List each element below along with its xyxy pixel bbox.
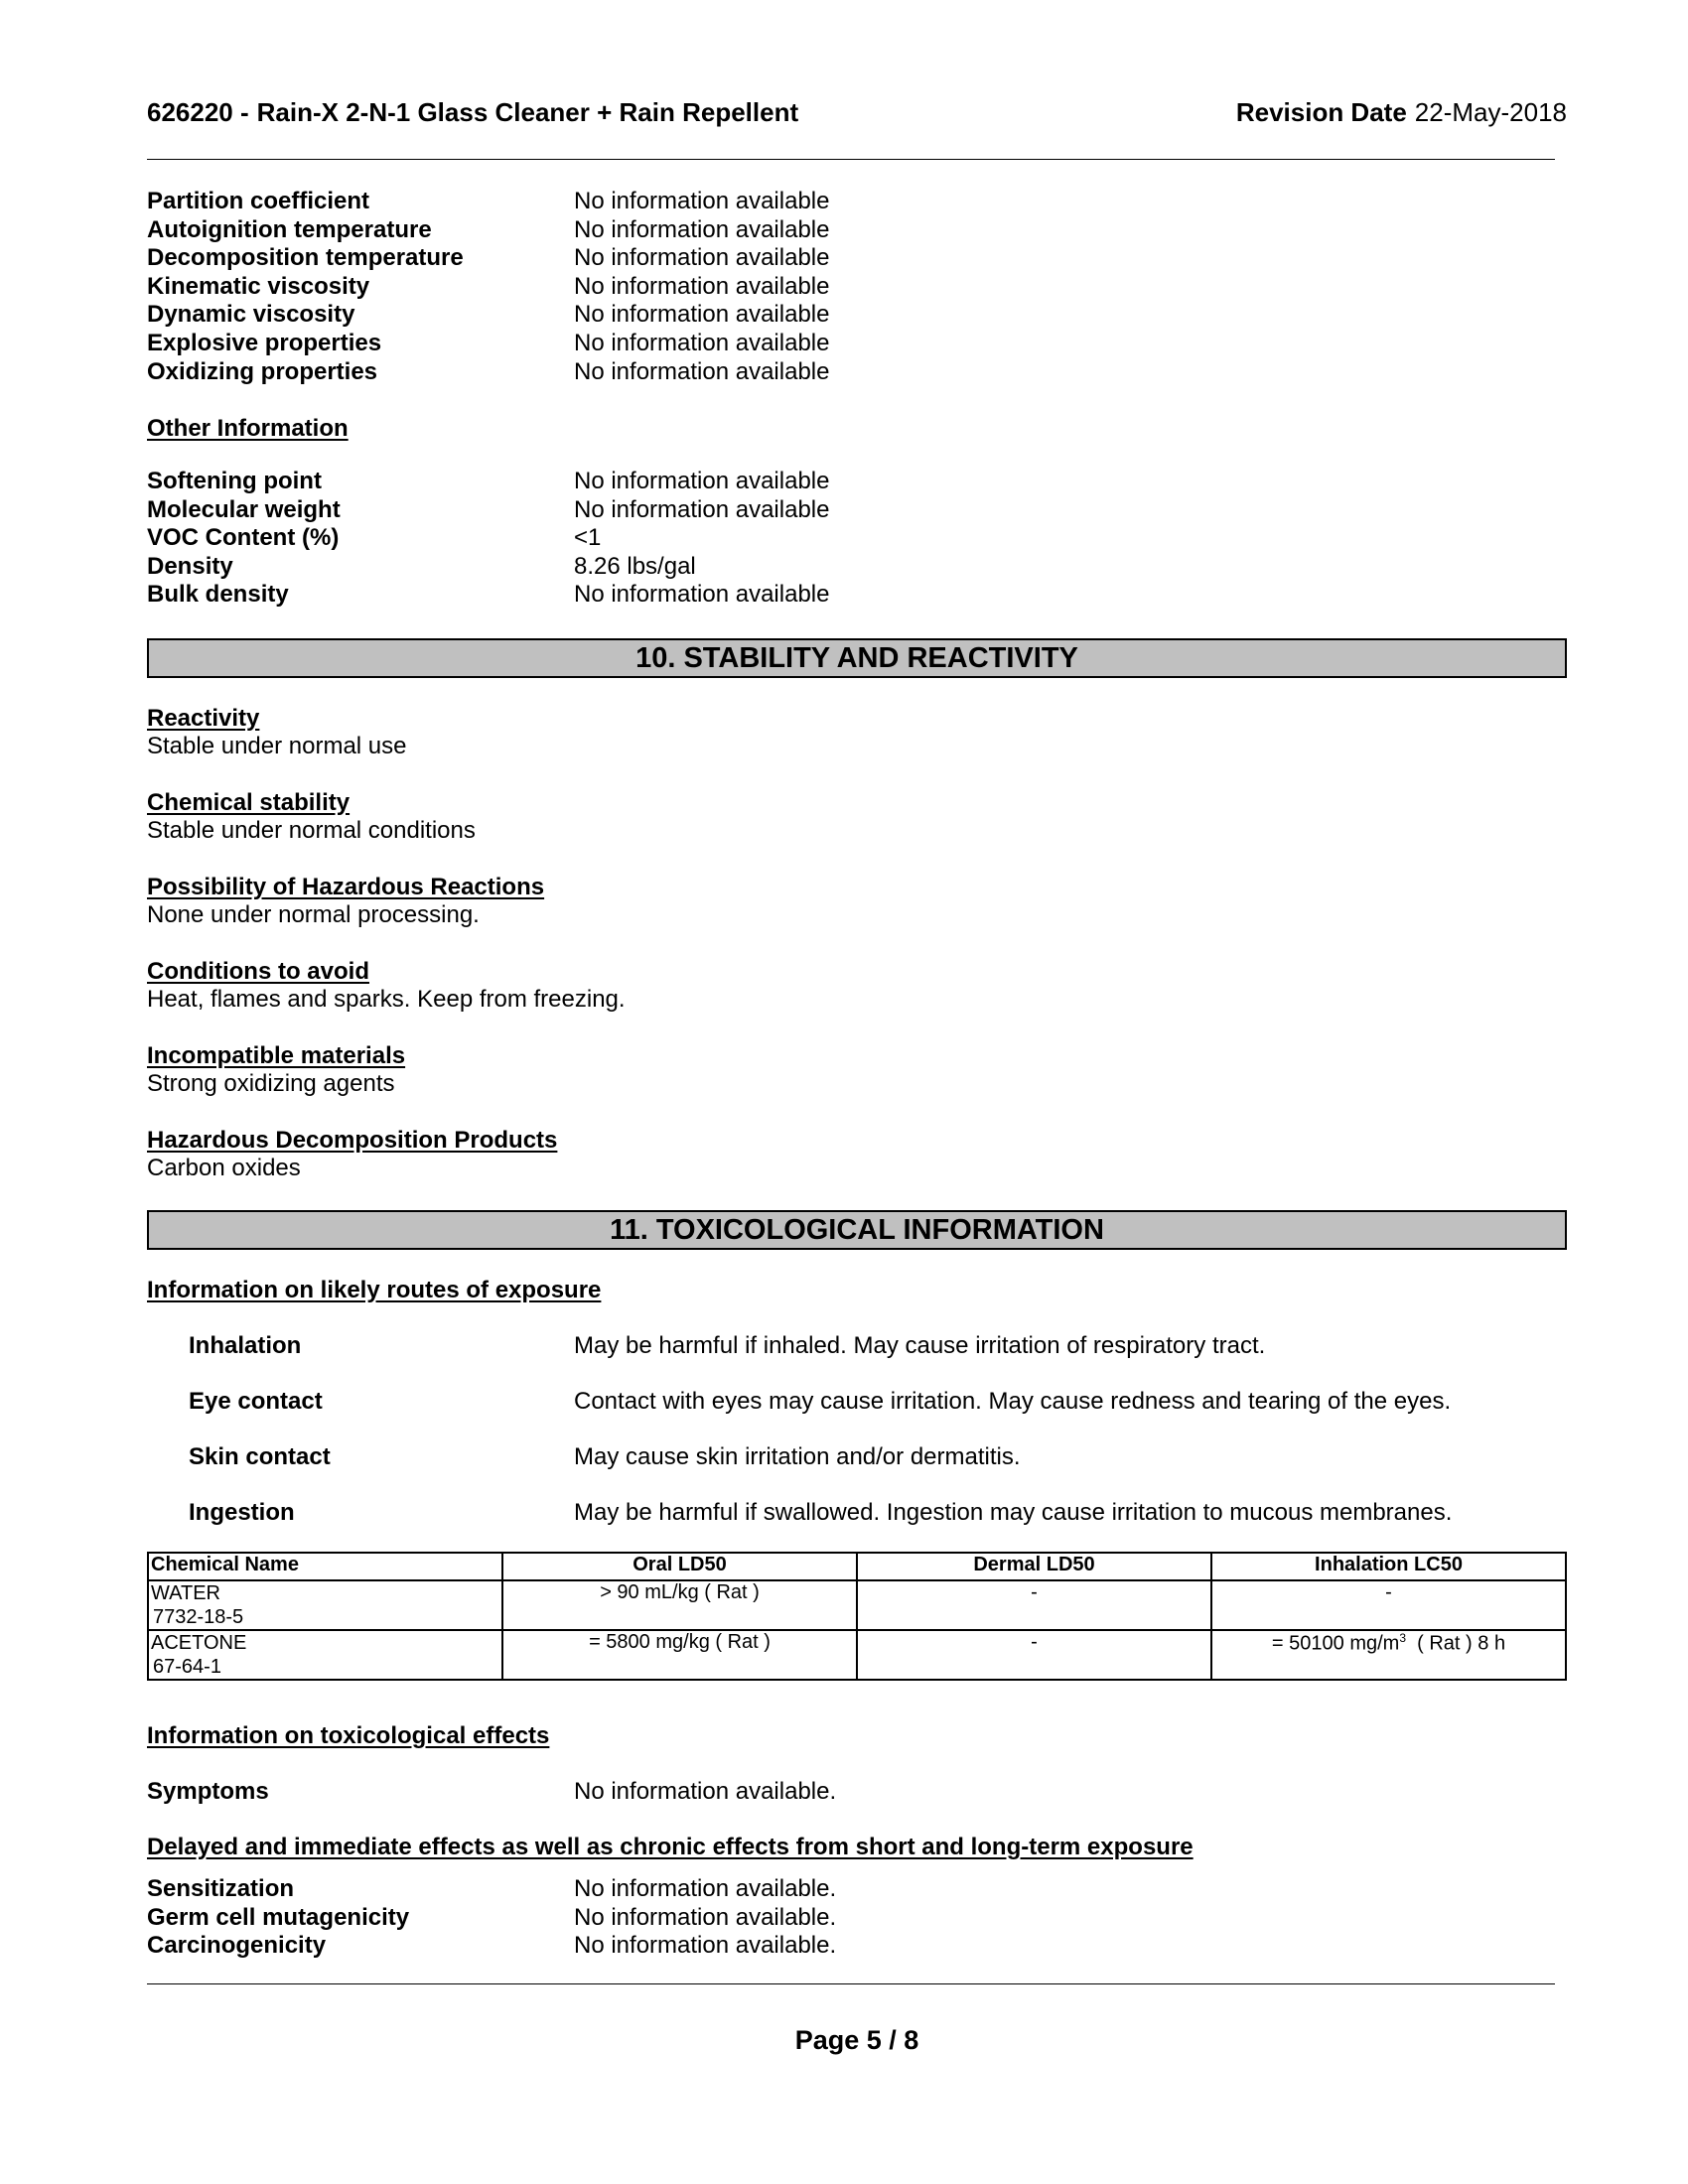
property-label: Bulk density [147,581,289,609]
column-header: Dermal LD50 [857,1553,1211,1580]
symptoms-value: No information available. [574,1778,837,1805]
product-title [147,97,798,128]
route-row-ingestion [147,1499,1567,1527]
property-value: No information available [574,329,830,356]
route-label: Eye contact [189,1388,323,1415]
property-label: VOC Content (%) [147,524,340,552]
route-value: May be harmful if inhaled. May cause irritation of respiratory tract. [574,1332,1266,1359]
table-row [148,1630,1566,1680]
revision-value: 22-May-2018 [1414,97,1567,127]
dermal-ld50-cell: - [857,1580,1211,1630]
property-value: No information available [574,188,830,214]
effect-value: No information available. [574,1903,837,1931]
table-header-row [148,1553,1566,1580]
inhalation-value: - [1385,1581,1392,1603]
property-row [147,330,1567,358]
reactivity-text: Stable under normal use [147,733,407,759]
dermal-ld50-cell: - [857,1630,1211,1680]
property-value: No information available [574,581,830,609]
toxicity-table [147,1552,1567,1681]
property-row [147,524,1567,553]
chemical-name-cell [148,1630,502,1680]
property-label: Decomposition temperature [147,244,464,272]
cas-number: 7732-18-5 [153,1606,244,1628]
route-label: Ingestion [189,1499,295,1526]
conditions-to-avoid-text: Heat, flames and sparks. Keep from freezing. [147,986,626,1013]
effect-value: No information available. [574,1875,837,1902]
toxicological-effects-heading: Information on toxicological effects [147,1722,550,1749]
property-label: Density [147,552,233,580]
property-row [147,358,1567,387]
other-information-list [147,468,1567,610]
revision-label: Revision Date [1235,97,1407,127]
chemical-name: WATER [151,1582,220,1604]
hazardous-reactions-heading: Possibility of Hazardous Reactions [147,874,545,900]
property-value: No information available [574,244,830,272]
decomposition-products-heading: Hazardous Decomposition Products [147,1127,558,1154]
property-row [147,244,1567,273]
property-row [147,273,1567,302]
product-name: Rain-X 2-N-1 Glass Cleaner + Rain Repellent [256,97,799,127]
effect-row [147,1904,1567,1933]
route-row-eye-contact [147,1388,1567,1416]
page-number: Page 5 / 8 [794,2025,919,2055]
property-value: No information available [574,468,830,494]
effect-row [147,1875,1567,1904]
footer-rule [147,1983,1555,1984]
column-header: Inhalation LC50 [1211,1553,1566,1580]
route-value: May be harmful if swallowed. Ingestion may cause irritation to mucous membranes. [574,1499,1453,1526]
property-label: Dynamic viscosity [147,301,355,329]
product-code: 626220 - [147,97,249,127]
inhalation-rest: ( Rat ) 8 h [1406,1632,1506,1655]
effect-label: Sensitization [147,1875,295,1902]
section-10-header: 10. STABILITY AND REACTIVITY [147,638,1567,678]
physical-properties-list [147,188,1567,386]
section-11-header: 11. TOXICOLOGICAL INFORMATION [147,1210,1567,1250]
property-row [147,496,1567,525]
property-value: No information available [574,272,830,300]
property-value: No information available [574,215,830,243]
oral-ld50-cell: = 5800 mg/kg ( Rat ) [502,1630,857,1680]
property-row [147,468,1567,496]
property-label: Autoignition temperature [147,215,432,243]
route-label: Inhalation [189,1332,302,1359]
other-information-heading: Other Information [147,415,349,442]
incompatible-materials-heading: Incompatible materials [147,1042,406,1069]
reactivity-heading: Reactivity [147,705,260,732]
property-row [147,553,1567,582]
delayed-effects-list [147,1875,1567,1961]
property-label: Oxidizing properties [147,357,378,385]
property-row [147,581,1567,610]
route-row-skin-contact [147,1443,1567,1471]
header-rule [147,159,1555,160]
chemical-name: ACETONE [151,1632,247,1654]
property-value: No information available [574,357,830,385]
table-row [148,1580,1566,1630]
effect-row [147,1932,1567,1961]
property-value: <1 [574,524,602,552]
property-value: 8.26 lbs/gal [574,552,696,580]
effect-label: Germ cell mutagenicity [147,1903,410,1931]
inhalation-lc50-cell [1211,1580,1566,1630]
chemical-stability-heading: Chemical stability [147,789,351,816]
chemical-name-cell [148,1580,502,1630]
property-value: No information available [574,301,830,329]
decomposition-products-text: Carbon oxides [147,1155,301,1181]
inhalation-value: = 50100 mg/m [1271,1632,1400,1655]
route-value: Contact with eyes may cause irritation. May cause redness and tearing of the eyes. [574,1388,1452,1415]
cas-number: 67-64-1 [153,1656,221,1678]
property-row [147,301,1567,330]
document-header [147,97,1567,137]
column-header: Oral LD50 [502,1553,857,1580]
symptoms-label: Symptoms [147,1778,269,1805]
property-label: Explosive properties [147,329,382,356]
route-value: May cause skin irritation and/or dermatitis. [574,1443,1021,1470]
effect-value: No information available. [574,1932,837,1960]
incompatible-materials-text: Strong oxidizing agents [147,1070,395,1097]
hazardous-reactions-text: None under normal processing. [147,901,480,928]
property-row [147,216,1567,245]
effect-label: Carcinogenicity [147,1932,327,1960]
column-header: Chemical Name [148,1553,502,1580]
property-label: Partition coefficient [147,188,370,214]
routes-of-exposure-heading: Information on likely routes of exposure [147,1277,602,1303]
property-label: Kinematic viscosity [147,272,370,300]
property-row [147,188,1567,216]
oral-ld50-cell: > 90 mL/kg ( Rat ) [502,1580,857,1630]
property-label: Softening point [147,468,322,494]
unit-superscript: 3 [1399,1631,1407,1645]
property-label: Molecular weight [147,495,341,523]
symptoms-row [147,1778,1567,1806]
chemical-stability-text: Stable under normal conditions [147,817,476,844]
conditions-to-avoid-heading: Conditions to avoid [147,958,369,985]
inhalation-lc50-cell [1211,1630,1566,1680]
route-row-inhalation [147,1332,1567,1360]
route-label: Skin contact [189,1443,331,1470]
revision-date [1236,97,1567,128]
delayed-effects-heading: Delayed and immediate effects as well as chronic effects from short and long-term exposure [147,1834,1194,1860]
property-value: No information available [574,495,830,523]
